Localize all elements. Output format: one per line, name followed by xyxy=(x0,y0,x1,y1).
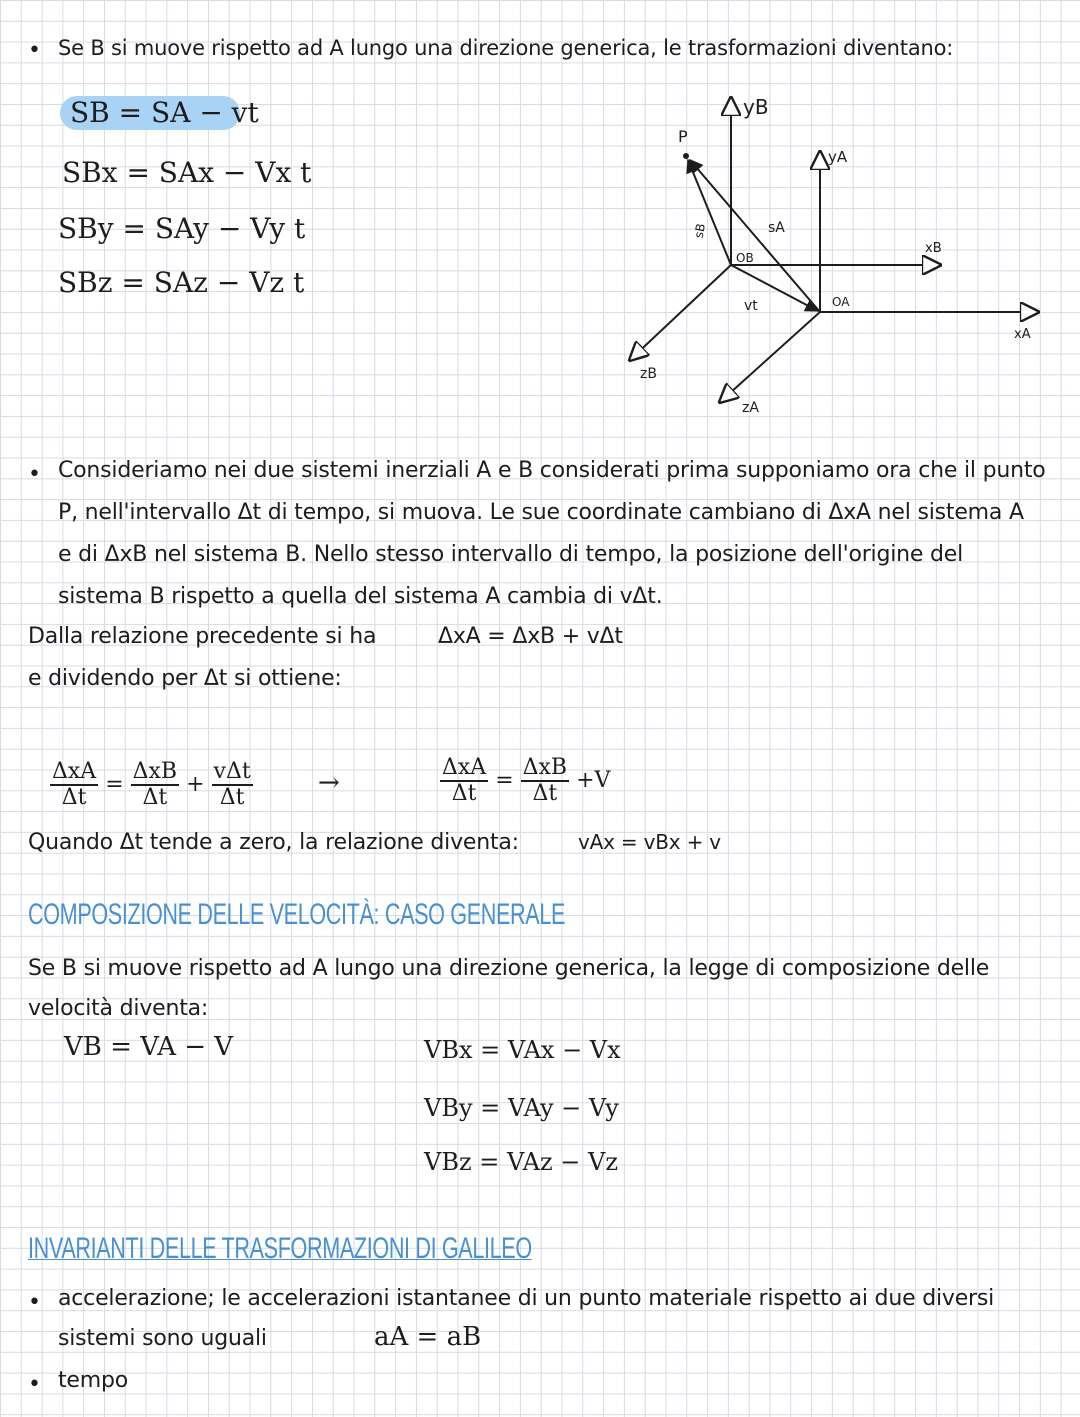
fraction-lhs xyxy=(50,760,98,810)
fraction-equation xyxy=(50,760,253,810)
paragraph-line-2: P, nell'intervallo Δt di tempo, si muova. Le sue coordinate cambiano di ΔxA nel sistema A xyxy=(58,500,1024,525)
velocity-z-eq: VBz = VAz − Vz xyxy=(424,1148,619,1176)
numerator: ΔxA xyxy=(52,759,97,784)
label-ob: OB xyxy=(736,251,754,265)
fraction-result xyxy=(440,756,610,806)
transformation-y: SBy = SAy − Vy t xyxy=(58,212,306,245)
reference-frames-diagram xyxy=(600,80,1060,430)
bullet: • xyxy=(28,1290,41,1315)
section-heading-composition: COMPOSIZIONE DELLE VELOCITÀ: CASO GENERALE xyxy=(28,898,566,931)
invariant-acceleration-line-1: accelerazione; le accelerazioni istantanee di un punto materiale rispetto ai due diversi xyxy=(58,1286,995,1311)
label-vt: vt xyxy=(744,298,758,314)
plus-sign: + xyxy=(186,772,205,797)
acceleration-formula: aA = aB xyxy=(374,1322,482,1352)
numerator: ΔxA xyxy=(442,755,487,780)
section-heading-invariants: INVARIANTI DELLE TRASFORMAZIONI DI GALILEO xyxy=(28,1232,532,1265)
bullet: • xyxy=(28,462,41,487)
denominator: Δt xyxy=(532,781,558,806)
label-sa: sA xyxy=(768,220,785,236)
transformation-vector: SB = SA − vt xyxy=(70,96,259,129)
label-yb: yB xyxy=(743,95,769,119)
numerator: vΔt xyxy=(213,759,251,784)
relation-intro: Dalla relazione precedente si ha xyxy=(28,624,377,649)
bullet: • xyxy=(28,38,41,63)
label-za: zA xyxy=(742,400,759,416)
velocity-x-eq: VBx = VAx − Vx xyxy=(424,1036,621,1064)
relation-formula: ΔxA = ΔxB + vΔt xyxy=(438,624,623,649)
label-oa: OA xyxy=(832,295,850,309)
zb-axis xyxy=(630,265,731,360)
invariant-time: tempo xyxy=(58,1368,129,1393)
transformation-z: SBz = SAz − Vz t xyxy=(58,266,305,299)
label-xb: xB xyxy=(925,241,942,256)
implies-arrow-icon: → xyxy=(318,768,340,798)
paragraph-line-1: Consideriamo nei due sistemi inerziali A e B considerati prima supponiamo ora che il punto xyxy=(58,458,1046,483)
fraction-rhs-1 xyxy=(131,760,179,810)
fraction-result-lhs xyxy=(440,756,488,806)
denominator: Δt xyxy=(451,781,477,806)
denominator: Δt xyxy=(61,785,87,810)
bullet: • xyxy=(28,1372,41,1397)
limit-result: vAx = vBx + v xyxy=(578,830,721,854)
equals-sign: = xyxy=(105,772,124,797)
divide-text: e dividendo per Δt si ottiene: xyxy=(28,666,342,691)
intro-text: Se B si muove rispetto ad A lungo una direzione generica, le trasformazioni diventano: xyxy=(58,36,954,60)
denominator: Δt xyxy=(142,785,168,810)
transformation-x: SBx = SAx − Vx t xyxy=(62,156,312,189)
equals-sign: = xyxy=(495,768,514,793)
numerator: ΔxB xyxy=(132,759,178,784)
denominator: Δt xyxy=(219,785,245,810)
section1-line-2: velocità diventa: xyxy=(28,996,209,1021)
paragraph-line-3: e di ΔxB nel sistema B. Nello stesso intervallo di tempo, la posizione dell'origine del xyxy=(58,542,964,567)
section1-line-1: Se B si muove rispetto ad A lungo una direzione generica, la legge di composizione delle xyxy=(28,956,990,981)
sb-vector xyxy=(688,160,731,265)
plus-v: +V xyxy=(576,768,611,793)
numerator: ΔxB xyxy=(522,755,568,780)
za-axis xyxy=(720,312,820,402)
label-zb: zB xyxy=(640,366,657,382)
velocity-y-eq: VBy = VAy − Vy xyxy=(424,1094,619,1122)
sa-vector xyxy=(690,160,820,312)
label-sb: sB xyxy=(691,222,709,240)
point-p xyxy=(683,153,689,159)
paragraph-line-4: sistema B rispetto a quella del sistema A cambia di vΔt. xyxy=(58,584,663,609)
fraction-result-rhs xyxy=(521,756,569,806)
limit-text: Quando Δt tende a zero, la relazione diventa: xyxy=(28,830,519,855)
invariant-acceleration-line-2: sistemi sono uguali xyxy=(58,1326,267,1351)
label-xa: xA xyxy=(1014,327,1031,342)
label-p: P xyxy=(678,127,688,146)
fraction-rhs-2 xyxy=(212,760,253,810)
label-ya: yA xyxy=(828,148,848,166)
velocity-vector-eq: VB = VA − V xyxy=(64,1032,234,1062)
